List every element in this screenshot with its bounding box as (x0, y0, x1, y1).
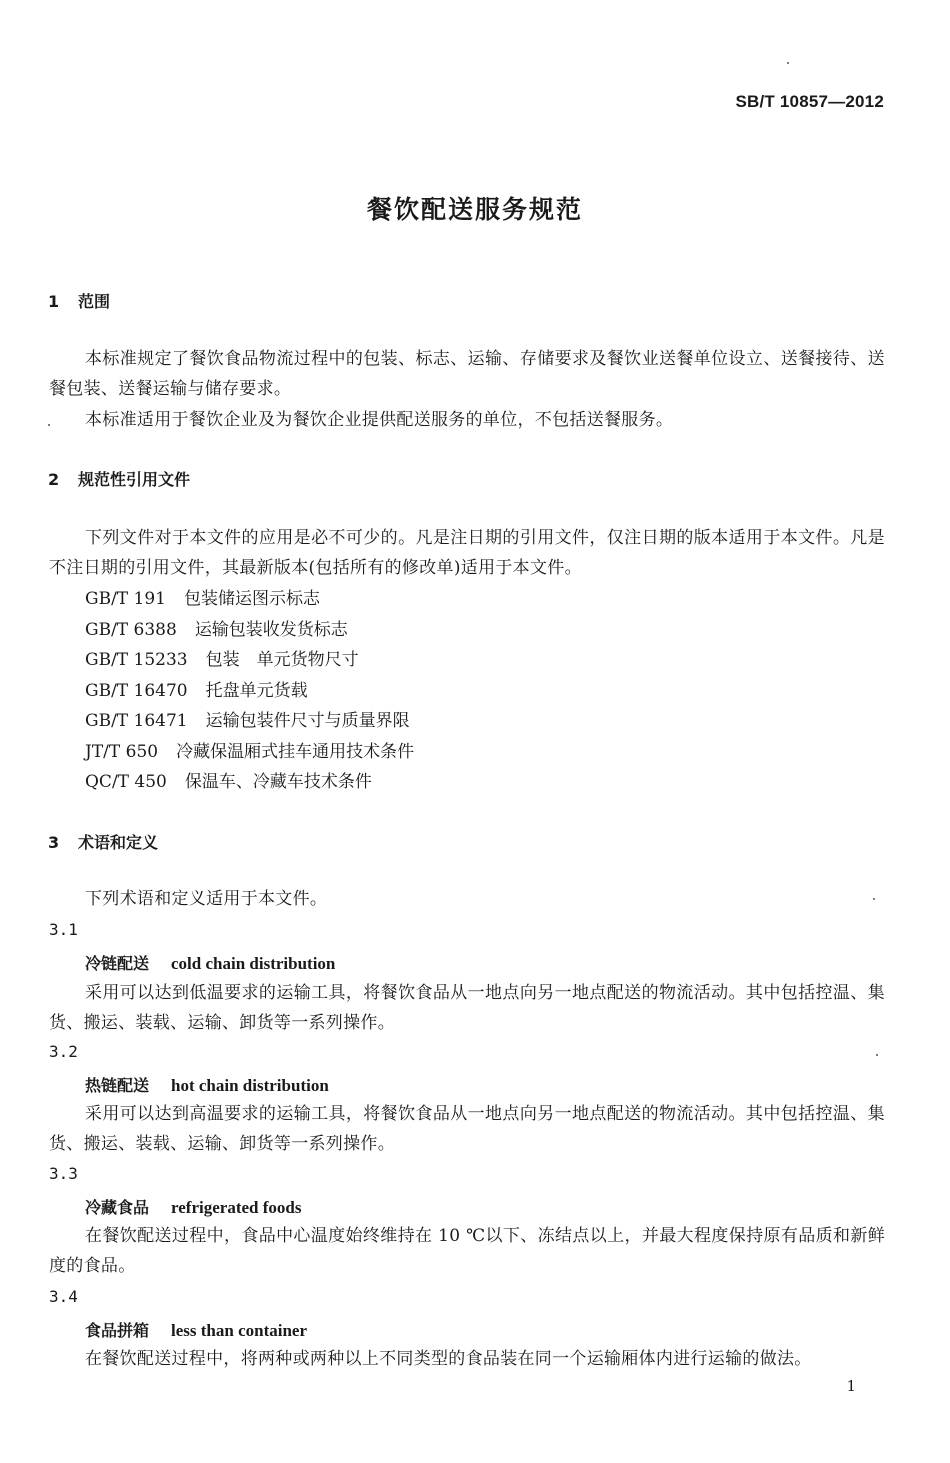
term-heading (85, 1073, 329, 1096)
reference-title: 包装 单元货物尺寸 (205, 650, 359, 670)
term-english: hot chain distribution (171, 1076, 329, 1095)
scope-paragraph-1: 本标准规定了餐饮食品物流过程中的包装、标志、运输、存储要求及餐饮业送餐单位设立、送餐接待、送餐包装、送餐运输与储存要求。 (49, 349, 885, 399)
term-definition: 采用可以达到高温要求的运输工具，将餐饮食品从一地点向另一地点配送的物流活动。其中包括控温、集货、搬运、装载、运输、卸货等一系列操作。 (49, 1104, 885, 1154)
reference-title: 保温车、冷藏车技术条件 (184, 772, 372, 792)
term-heading (85, 951, 335, 974)
scan-speck (876, 1054, 878, 1056)
term-english: refrigerated foods (171, 1198, 302, 1217)
term-heading (85, 1318, 307, 1341)
reference-title: 冷藏保温厢式挂车通用技术条件 (176, 741, 415, 762)
reference-code: QC/T 450 (85, 772, 167, 792)
scan-speck (48, 424, 50, 426)
term-english: less than container (171, 1321, 308, 1340)
reference-code: GB/T 6388 (85, 619, 177, 640)
section-title: 术语和定义 (78, 833, 159, 852)
term-chinese: 食品拼箱 (85, 1321, 150, 1340)
term-definition: 在餐饮配送过程中，食品中心温度始终维持在 10 ℃以下、冻结点以上，并最大程度保持原有品质和新鲜度的食品。 (49, 1226, 885, 1276)
reference-item (85, 615, 414, 646)
section-number: 2 (48, 470, 60, 489)
section-2-heading (48, 467, 190, 490)
reference-item (85, 737, 414, 768)
term-number: 3.2 (49, 1042, 78, 1061)
term-number: 3.1 (49, 920, 78, 939)
reference-item (85, 645, 414, 676)
reference-item (85, 767, 414, 798)
section-number: 3 (48, 833, 60, 852)
section-title: 范围 (78, 292, 111, 311)
terms-intro: 下列术语和定义适用于本文件。 (85, 889, 328, 909)
reference-item (85, 706, 414, 737)
reference-item (85, 676, 414, 707)
reference-title: 运输包装收发货标志 (194, 619, 348, 640)
term-chinese: 冷藏食品 (85, 1198, 150, 1217)
reference-item (85, 584, 414, 615)
term-number: 3.4 (49, 1287, 78, 1306)
standard-number: SB/T 10857—2012 (735, 92, 884, 111)
reference-code: JT/T 650 (85, 741, 159, 762)
scope-paragraph-2: 本标准适用于餐饮企业及为餐饮企业提供配送服务的单位，不包括送餐服务。 (85, 410, 674, 430)
reference-title: 托盘单元货载 (205, 680, 308, 701)
section-1-heading (48, 289, 110, 312)
page-number: 1 (846, 1377, 856, 1395)
section-number: 1 (48, 292, 60, 311)
reference-code: GB/T 16470 (85, 680, 188, 701)
term-chinese: 热链配送 (85, 1076, 150, 1095)
term-number: 3.3 (49, 1164, 78, 1183)
term-english: cold chain distribution (171, 954, 336, 973)
reference-code: GB/T 191 (85, 589, 166, 609)
term-definition: 在餐饮配送过程中，将两种或两种以上不同类型的食品装在同一个运输厢体内进行运输的做法。 (85, 1349, 812, 1369)
reference-title: 包装储运图示标志 (184, 589, 320, 609)
scan-speck (787, 62, 789, 64)
term-chinese: 冷链配送 (85, 954, 150, 973)
reference-code: GB/T 15233 (85, 650, 188, 670)
reference-title: 运输包装件尺寸与质量界限 (205, 711, 410, 731)
term-definition: 采用可以达到低温要求的运输工具，将餐饮食品从一地点向另一地点配送的物流活动。其中包括控温、集货、搬运、装载、运输、卸货等一系列操作。 (49, 983, 885, 1033)
term-heading (85, 1195, 301, 1218)
reference-list (85, 584, 414, 798)
reference-code: GB/T 16471 (85, 711, 188, 731)
scan-speck (873, 898, 875, 900)
section-3-heading (48, 830, 158, 853)
normative-references-intro: 下列文件对于本文件的应用是必不可少的。凡是注日期的引用文件，仅注日期的版本适用于本文件。凡是不注日期的引用文件，其最新版本(包括所有的修改单)适用于本文件。 (49, 528, 885, 578)
section-title: 规范性引用文件 (78, 470, 191, 489)
document-title: 餐饮配送服务规范 (366, 195, 583, 224)
